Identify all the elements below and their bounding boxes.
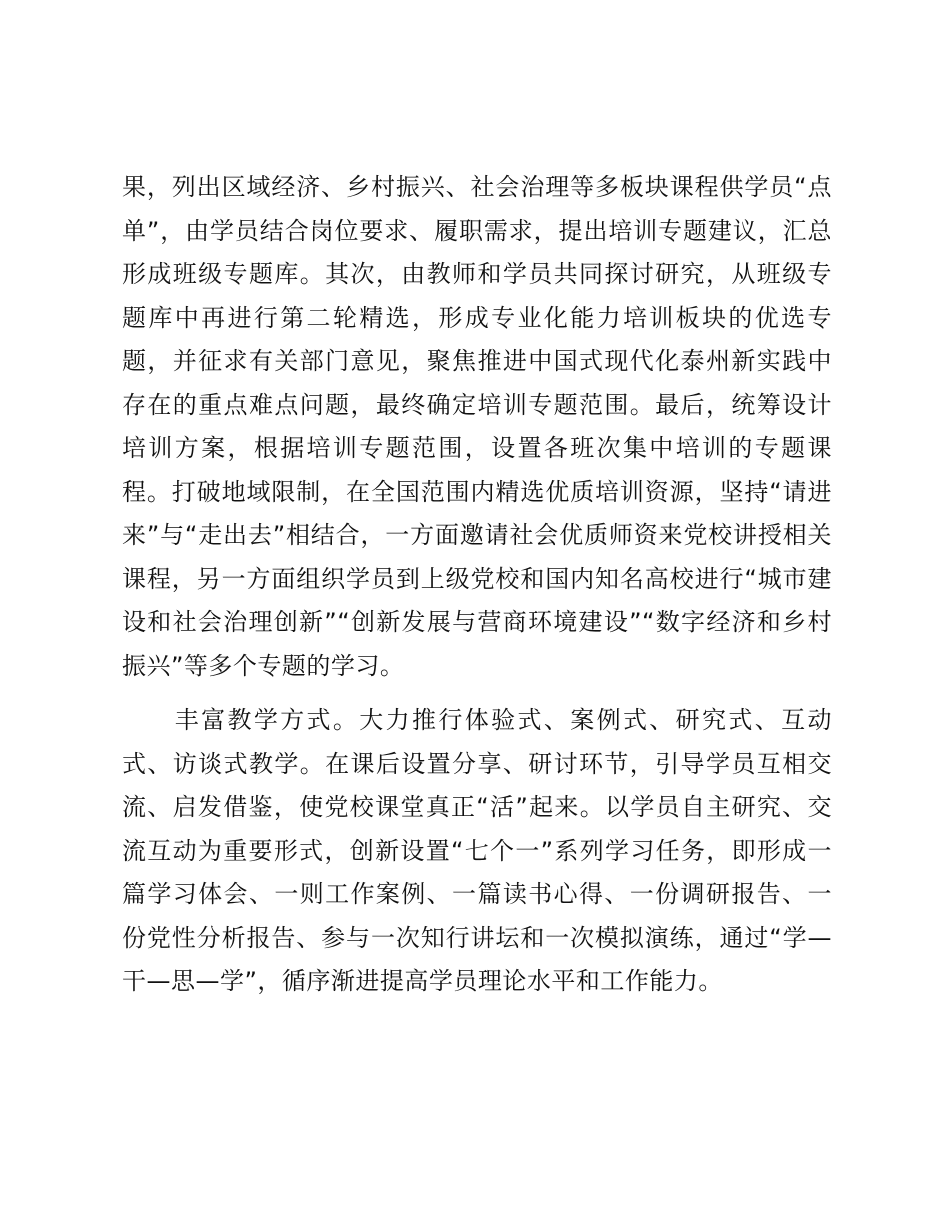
text-line: 式、访谈式教学。在课后设置分享、研讨环节，引导学员互相交 [122, 749, 832, 778]
text-line: 程。打破地域限制，在全国范围内精选优质培训资源，坚持“请进 [122, 477, 832, 506]
text-line: 课程，另一方面组织学员到上级党校和国内知名高校进行“城市建 [122, 564, 832, 593]
text-line: 形成班级专题库。其次，由教师和学员共同探讨研究，从班级专 [122, 260, 832, 288]
text-line: 果，列出区域经济、乡村振兴、社会治理等多板块课程供学员“点 [122, 173, 832, 201]
text-line: 存在的重点难点问题，最终确定培训专题范围。最后，统筹设计 [122, 390, 832, 419]
text-line: 流、启发借鉴，使党校课堂真正“活”起来。以学员自主研究、交 [122, 793, 832, 821]
text-line: 份党性分析报告、参与一次知行讲坛和一次模拟演练，通过“学— [122, 923, 832, 952]
text-line: 干—思—学”，循序渐进提高学员理论水平和工作能力。 [122, 967, 723, 995]
text-line: 篇学习体会、一则工作案例、一篇读书心得、一份调研报告、一 [122, 880, 832, 908]
document-body [122, 166, 832, 1004]
text-line: 来”与“走出去”相结合，一方面邀请社会优质师资来党校讲授相关 [122, 521, 832, 549]
text-line: 设和社会治理创新”“创新发展与营商环境建设”“数字经济和乡村 [122, 608, 832, 636]
paragraph-gap [122, 688, 832, 699]
paragraph-1 [122, 166, 832, 688]
text-line: 振兴”等多个专题的学习。 [122, 651, 405, 680]
text-line: 流互动为重要形式，创新设置“七个一”系列学习任务，即形成一 [122, 836, 832, 865]
text-line: 丰富教学方式。大力推行体验式、案例式、研究式、互动 [122, 706, 832, 734]
text-line: 单”，由学员结合岗位要求、履职需求，提出培训专题建议，汇总 [122, 216, 832, 245]
paragraph-2 [122, 699, 832, 1004]
text-line: 题，并征求有关部门意见，聚焦推进中国式现代化泰州新实践中 [122, 347, 832, 375]
text-line: 题库中再进行第二轮精选，形成专业化能力培训板块的优选专 [122, 303, 832, 332]
text-line: 培训方案，根据培训专题范围，设置各班次集中培训的专题课 [122, 434, 832, 462]
